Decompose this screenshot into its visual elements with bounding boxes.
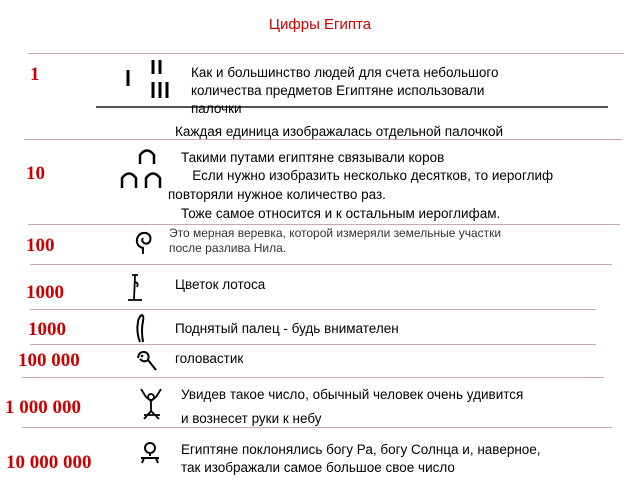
lotus-flower-icon — [124, 272, 146, 306]
divider — [22, 377, 604, 378]
description-line: количества предметов Египтяне использовали — [191, 83, 485, 98]
numeral-description: Цветок лотоса — [175, 277, 266, 292]
description-line: Египтяне поклонялись богу Ра, богу Солнца и, наверное, — [181, 442, 541, 457]
divider — [28, 224, 620, 225]
divider — [28, 53, 624, 54]
numeral-description: Поднятый палец - будь внимателен — [175, 321, 399, 336]
numeral-value: 100 000 — [18, 350, 80, 371]
description-line: Как и большинство людей для счета небольшого — [191, 65, 499, 80]
description-line: так изображали самое большое свое число — [181, 460, 455, 475]
numeral-value: 1 — [30, 64, 40, 85]
coiled-rope-icon — [134, 230, 158, 256]
description-line: Увидев такое число, обычный человек очень удивится — [181, 387, 524, 402]
single-stroke-numerals-icon — [122, 58, 170, 102]
numeral-description: головастик — [175, 351, 244, 366]
description-line: Если нужно изобразить несколько десятков, то иероглиф — [181, 168, 554, 183]
description-line: палочки — [191, 101, 242, 116]
numeral-description — [169, 226, 501, 256]
numeral-value: 10 000 000 — [6, 452, 92, 473]
numeral-value: 1000 — [26, 282, 64, 303]
numeral-description — [181, 149, 553, 185]
divider — [30, 264, 612, 265]
astonished-man-icon — [138, 385, 166, 421]
description-line: и вознесет руки к небу — [181, 411, 322, 426]
description-line: Тоже самое относится и к остальным иероглифам. — [181, 206, 501, 221]
description-line: после разлива Нила. — [169, 241, 287, 255]
numeral-value: 10 — [26, 163, 45, 184]
numeral-description — [181, 383, 523, 431]
numeral-description — [191, 64, 499, 118]
slide-title: Цифры Египта — [268, 16, 372, 33]
raised-finger-icon — [132, 312, 148, 344]
numeral-value: 1000 — [28, 319, 66, 340]
numeral-value: 1 000 000 — [5, 397, 81, 418]
numeral-note: Каждая единица изображалась отдельной палочкой — [175, 124, 504, 139]
divider — [30, 344, 596, 345]
heel-bone-arch-icon — [120, 148, 164, 190]
description-line: Это мерная веревка, которой измеряли земельные участки — [169, 226, 502, 240]
sun-god-ra-icon — [138, 440, 164, 464]
divider — [30, 309, 596, 310]
description-line: Такими путами египтяне связывали коров — [181, 150, 445, 165]
description-line: повторяли нужное количество раз. — [168, 187, 386, 202]
tadpole-icon — [134, 348, 160, 374]
numeral-description — [181, 441, 541, 477]
numeral-value: 100 — [26, 235, 55, 256]
